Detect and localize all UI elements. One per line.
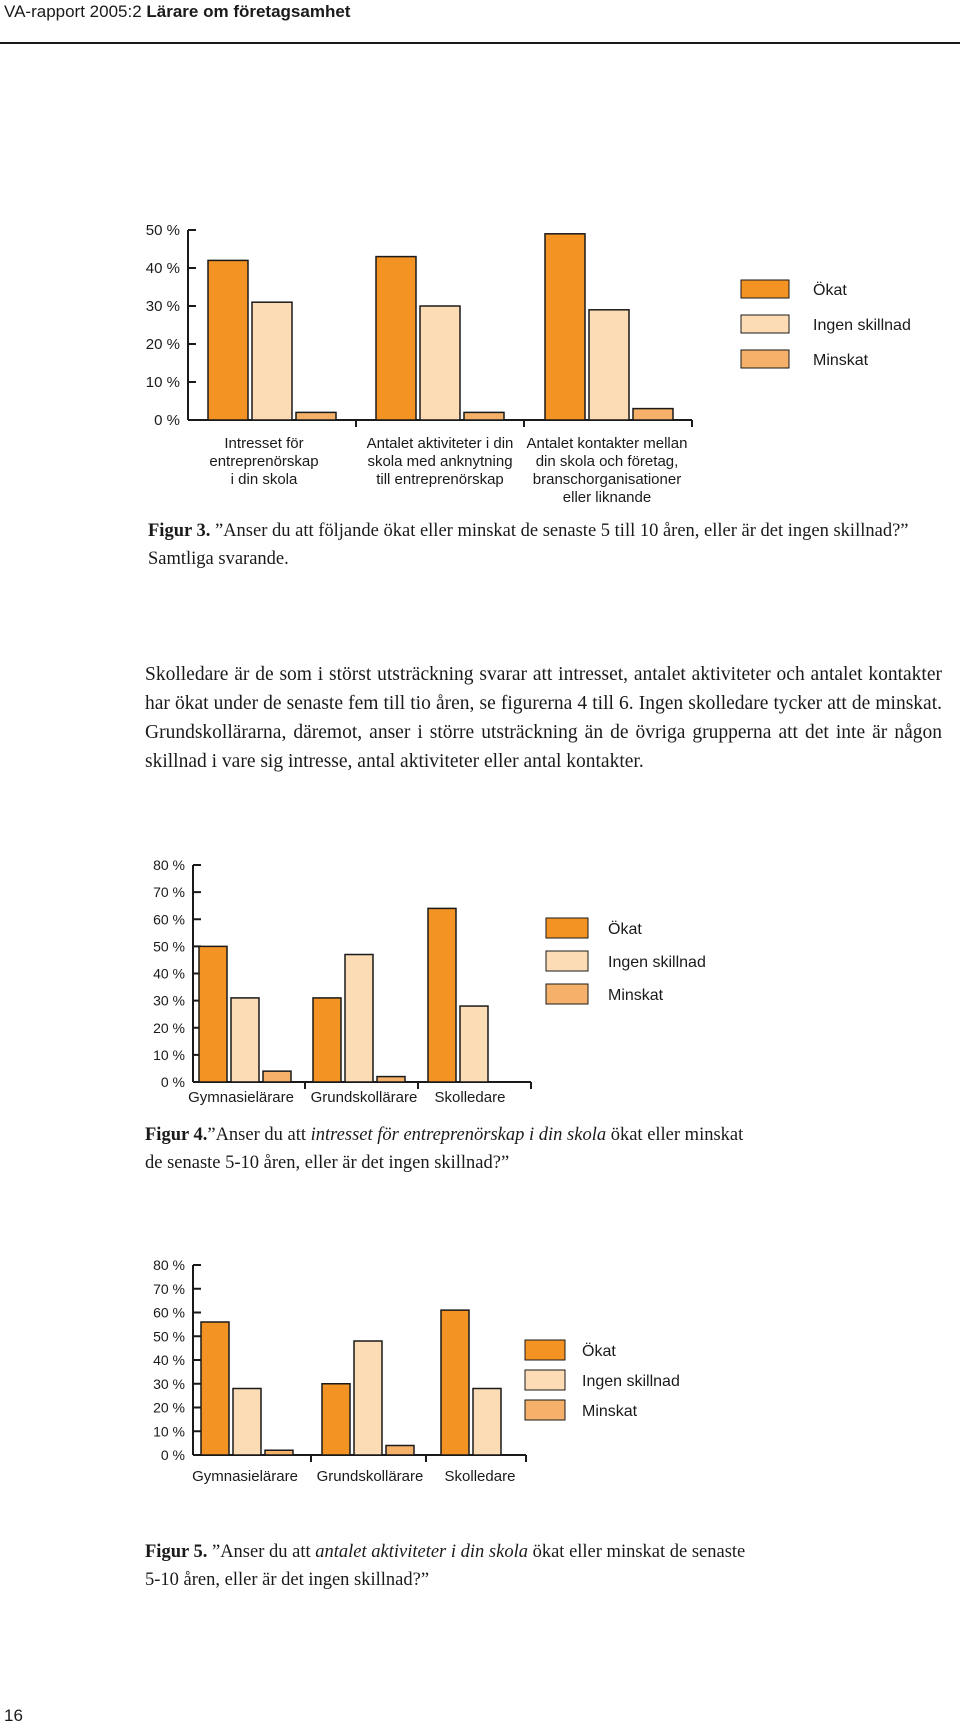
bar-ingen-skillnad — [252, 302, 292, 420]
legend-swatch-okat — [525, 1340, 565, 1360]
figure-5-chart — [0, 1250, 960, 1500]
y-tick-label: 80 % — [153, 857, 185, 873]
y-tick-label: 0 % — [160, 1074, 185, 1090]
category-label-line: din skola och företag, — [535, 453, 679, 470]
bar-minskat — [296, 412, 336, 420]
category-label — [367, 435, 514, 488]
figure-5-caption-italic: antalet aktiviteter i din skola — [315, 1542, 528, 1562]
figure-3-label: Figur 3. — [148, 521, 211, 541]
header-rule — [0, 42, 960, 44]
category-label — [192, 1468, 298, 1485]
figure-5-caption-text-2: ökat eller minskat de senaste 5-10 åren, eller är det ingen skillnad?” — [145, 1542, 746, 1590]
y-tick-label: 80 % — [153, 1257, 185, 1273]
category-label — [209, 435, 318, 488]
y-tick-label: 20 % — [153, 1019, 185, 1036]
y-tick-label: 60 % — [153, 1304, 185, 1321]
figure-3-chart — [0, 200, 960, 520]
y-tick-label: 70 % — [153, 1280, 185, 1297]
y-tick-label: 20 % — [145, 336, 180, 353]
figure-4-label: Figur 4. — [145, 1125, 208, 1145]
bar-ingen-skillnad — [420, 306, 460, 420]
bar-minskat — [265, 1450, 293, 1455]
legend-swatch-ingen-skillnad — [525, 1370, 565, 1390]
category-label-line: eller liknande — [562, 489, 652, 506]
bar-minskat — [633, 409, 673, 420]
y-tick-label: 40 % — [153, 965, 185, 982]
category-label-line: Gymnasielärare — [192, 1468, 298, 1485]
legend-swatch-okat — [741, 280, 789, 298]
y-tick-label: 50 % — [145, 222, 180, 239]
figure-5-caption-text-1: ”Anser du att — [207, 1542, 316, 1562]
legend-label-minskat: Minskat — [813, 352, 869, 369]
bar-okat — [428, 908, 456, 1082]
legend-label-okat: Ökat — [582, 1343, 616, 1360]
legend-swatch-ingen-skillnad — [546, 951, 588, 971]
bar-okat — [199, 946, 227, 1082]
figure-5-caption — [145, 1538, 765, 1594]
page-header — [0, 0, 960, 44]
legend-label-ingen-skillnad: Ingen skillnad — [608, 954, 706, 971]
y-tick-label: 20 % — [153, 1399, 185, 1416]
page-number: 16 — [4, 1706, 23, 1725]
category-label-line: branschorganisationer — [532, 471, 682, 488]
bar-okat — [201, 1322, 229, 1455]
category-label-line: Grundskollärare — [310, 1089, 418, 1106]
y-tick-label: 0 % — [160, 1447, 185, 1463]
bar-ingen-skillnad — [354, 1341, 382, 1455]
bar-ingen-skillnad — [231, 998, 259, 1082]
y-tick-label: 10 % — [145, 374, 180, 391]
figure-4-chart — [0, 850, 960, 1115]
running-header-title: Lärare om företagsamhet — [146, 2, 351, 21]
category-label — [527, 435, 688, 506]
y-tick-label: 0 % — [154, 412, 180, 429]
bar-minskat — [377, 1077, 405, 1082]
body-paragraph: Skolledare är de som i störst utsträckning svarar att intresset, antalet aktiviteter och antalet kontakter har ökat under de senaste fem till tio åren, se figurerna 4 till 6. Ingen skolledare tycker att de minskat. Grundskollärarna, däremot, anser i större utsträckning än de övriga grupperna att det inte är någon skillnad i vare sig intresse, antal aktiviteter eller antal kontakter. — [145, 664, 942, 772]
category-label — [317, 1468, 424, 1485]
y-tick-label: 70 % — [153, 884, 185, 901]
legend-label-minskat: Minskat — [608, 987, 664, 1004]
legend-label-minskat: Minskat — [582, 1403, 638, 1420]
bar-okat — [322, 1384, 350, 1455]
y-tick-label: 40 % — [153, 1352, 185, 1368]
category-label-line: Antalet aktiviteter i din — [366, 435, 514, 452]
bar-ingen-skillnad — [589, 310, 629, 420]
bar-ingen-skillnad — [345, 955, 373, 1082]
figure-4-caption — [145, 1121, 765, 1177]
category-label-line: Skolledare — [434, 1089, 506, 1106]
figure-3-caption — [148, 517, 938, 573]
bar-ingen-skillnad — [233, 1389, 261, 1456]
category-label-line: Antalet kontakter mellan — [526, 435, 688, 452]
category-label-line: skola med anknytning — [367, 453, 513, 470]
y-tick-label: 30 % — [153, 992, 185, 1009]
legend-swatch-minskat — [546, 984, 588, 1004]
legend-label-ingen-skillnad: Ingen skillnad — [582, 1373, 680, 1390]
category-label-line: i din skola — [230, 471, 298, 488]
y-tick-label: 60 % — [153, 911, 185, 928]
y-tick-label: 10 % — [153, 1046, 185, 1063]
category-label-line: Intresset för — [224, 435, 304, 452]
bar-okat — [441, 1310, 469, 1455]
figure-3-caption-text: ”Anser du att följande ökat eller minskat de senaste 5 till 10 åren, eller är det ingen skillnad?” Samtliga svarande. — [148, 521, 909, 569]
category-label-line: entreprenörskap — [209, 453, 319, 470]
legend-label-ingen-skillnad: Ingen skillnad — [813, 317, 911, 334]
category-label — [435, 1089, 506, 1106]
bar-okat — [376, 257, 416, 420]
figure-5-label: Figur 5. — [145, 1542, 208, 1562]
legend-label-okat: Ökat — [608, 921, 642, 938]
bar-minskat — [386, 1446, 414, 1456]
bar-minskat — [464, 412, 504, 420]
category-label-line: Gymnasielärare — [188, 1089, 294, 1106]
category-label — [311, 1089, 418, 1106]
y-tick-label: 30 % — [153, 1375, 185, 1392]
bar-okat — [208, 260, 248, 420]
running-header-series: VA-rapport 2005:2 — [4, 2, 147, 21]
legend-label-okat: Ökat — [813, 282, 847, 299]
category-label — [188, 1089, 294, 1106]
legend-swatch-okat — [546, 918, 588, 938]
category-label-line: Grundskollärare — [316, 1468, 424, 1485]
y-tick-label: 10 % — [153, 1423, 185, 1440]
category-label-line: Skolledare — [444, 1468, 516, 1485]
bar-ingen-skillnad — [460, 1006, 488, 1082]
y-tick-label: 40 % — [145, 260, 180, 277]
category-label — [445, 1468, 516, 1485]
bar-okat — [313, 998, 341, 1082]
legend-swatch-ingen-skillnad — [741, 315, 789, 333]
legend-swatch-minskat — [525, 1400, 565, 1420]
y-tick-label: 50 % — [153, 1328, 185, 1345]
bar-okat — [545, 234, 585, 420]
figure-4-caption-italic: intresset för entreprenörskap i din skola — [310, 1125, 607, 1145]
figure-4-caption-text-1: ”Anser du att — [207, 1125, 311, 1145]
bar-ingen-skillnad — [473, 1389, 501, 1456]
y-tick-label: 50 % — [153, 938, 185, 955]
bar-minskat — [263, 1071, 291, 1082]
running-header — [4, 2, 350, 22]
figure-4-caption-text-2: ökat eller minskat de senaste 5-10 åren, eller är det ingen skillnad?” — [145, 1125, 744, 1173]
legend-swatch-minskat — [741, 350, 789, 368]
y-tick-label: 30 % — [145, 298, 180, 315]
category-label-line: till entreprenörskap — [376, 471, 504, 488]
